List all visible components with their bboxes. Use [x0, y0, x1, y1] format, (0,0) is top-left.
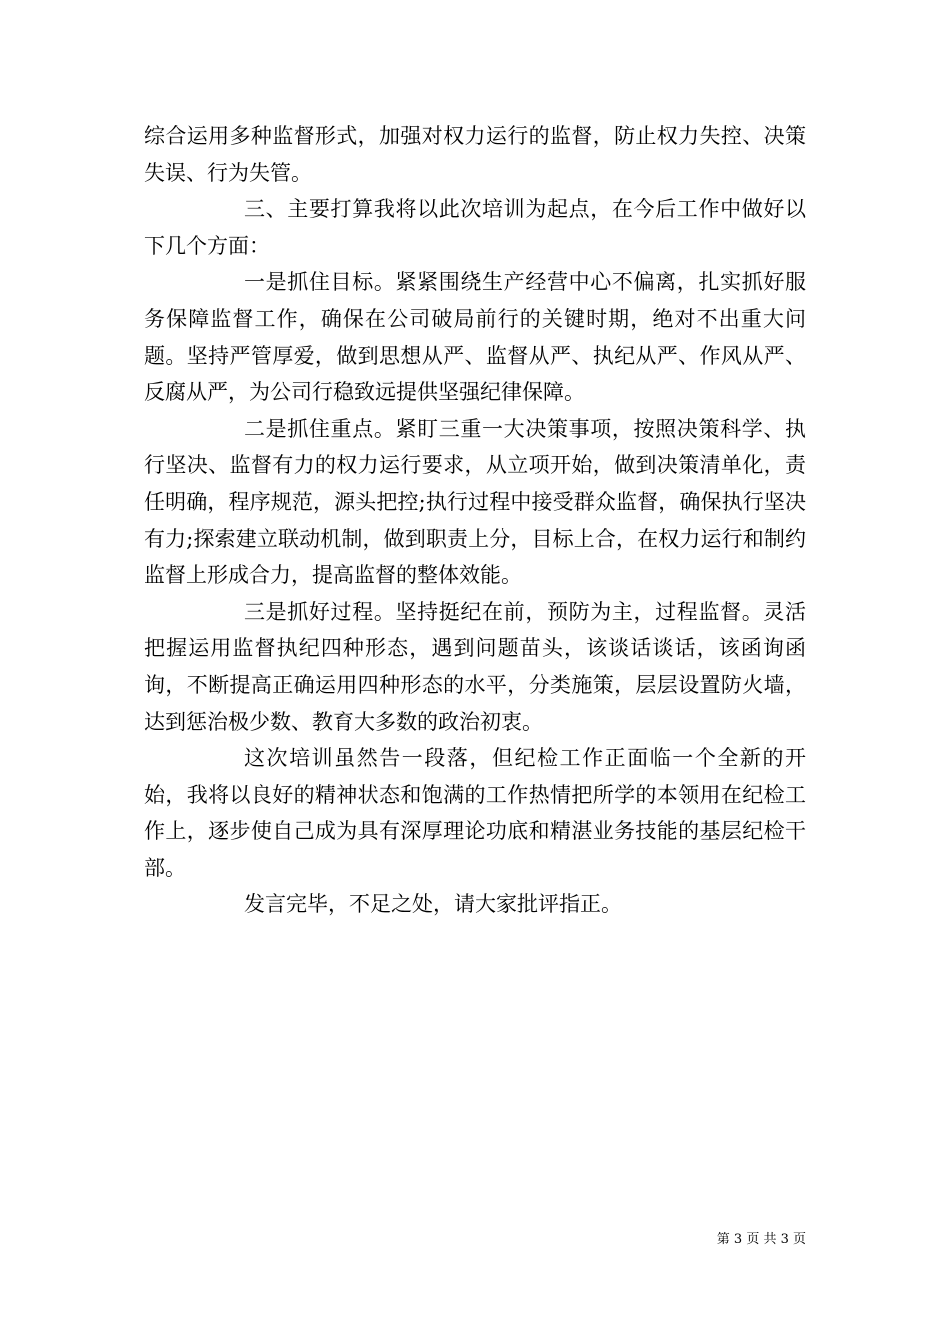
paragraph-closing: 发言完毕，不足之处，请大家批评指正。 — [244, 892, 622, 917]
paragraph-continuation: 综合运用多种监督形式，加强对权力运行的监督，防止权力失控、决策失误、行为失管。 — [144, 124, 806, 185]
paragraph-process: 三是抓好过程。坚持挺纪在前，预防为主，过程监督。灵活把握运用监督执纪四种形态，遇到问题苗头，该谈话谈话，该函询函询，不断提高正确运用四种形态的水平，分类施策，层层设置防火墙，达到惩治极少数、教育大多数的政治初衷。 — [144, 599, 806, 734]
page-number: 第 3 页 共 3 页 — [716, 1232, 806, 1247]
paragraph-main-plans: 三、主要打算我将以此次培训为起点，在今后工作中做好以下几个方面： — [144, 197, 806, 258]
paragraph-conclusion: 这次培训虽然告一段落，但纪检工作正面临一个全新的开始，我将以良好的精神状态和饱满的工作热情把所学的本领用在纪检工作上，逐步使自己成为具有深厚理论功底和精湛业务技能的基层纪检干部。 — [144, 746, 806, 880]
paragraph-goal: 一是抓住目标。紧紧围绕生产经营中心不偏离，扎实抓好服务保障监督工作，确保在公司破局前行的关键时期，绝对不出重大问题。坚持严管厚爱，做到思想从严、监督从严、执纪从严、作风从严、反腐从严，为公司行稳致远提供坚强纪律保障。 — [144, 270, 806, 405]
document-body — [144, 118, 806, 923]
paragraph-focus: 二是抓住重点。紧盯三重一大决策事项，按照决策科学、执行坚决、监督有力的权力运行要求，从立项开始，做到决策清单化，责任明确，程序规范，源头把控;执行过程中接受群众监督，确保执行坚决有力;探索建立联动机制，做到职责上分，目标上合，在权力运行和制约监督上形成合力，提高监督的整体效能。 — [144, 416, 806, 588]
